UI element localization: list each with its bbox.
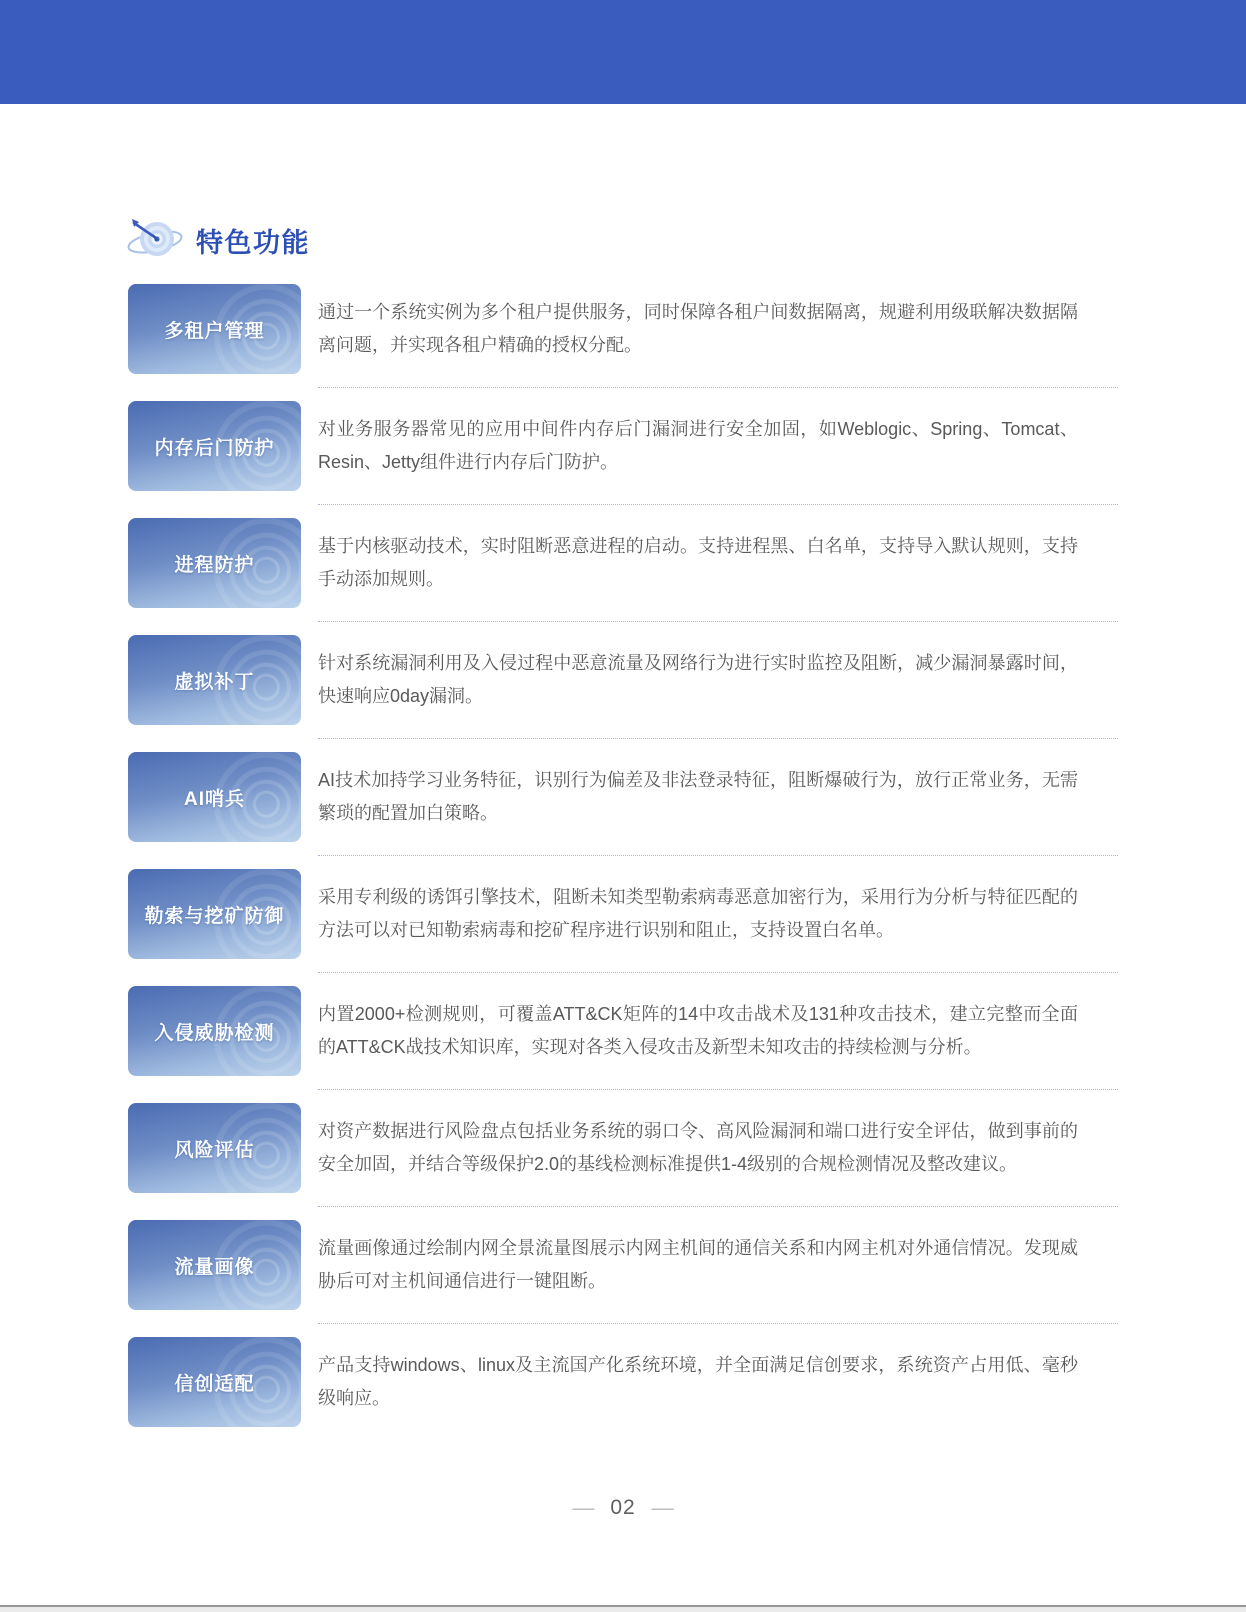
feature-label-card <box>128 752 301 842</box>
row-divider <box>318 504 1118 505</box>
page-header-band <box>0 0 1246 104</box>
feature-row <box>128 1103 1118 1193</box>
feature-label: 信创适配 <box>174 1373 255 1395</box>
feature-description: 对业务服务器常见的应用中间件内存后门漏洞进行安全加固，如Weblogic、Spring、Tomcat、Resin、Jetty组件进行内存后门防护。 <box>318 419 1078 472</box>
feature-label: 进程防护 <box>174 554 255 576</box>
feature-label: 虚拟补丁 <box>174 671 255 693</box>
row-divider <box>318 1089 1118 1090</box>
row-divider <box>318 972 1118 973</box>
feature-label: 风险评估 <box>174 1139 255 1161</box>
feature-row <box>128 1220 1118 1310</box>
page-footer <box>0 1496 1246 1520</box>
feature-description: 基于内核驱动技术，实时阻断恶意进程的启动。支持进程黑、白名单，支持导入默认规则，支持手动添加规则。 <box>318 536 1078 589</box>
feature-label-card <box>128 1337 301 1427</box>
feature-label: 多租户管理 <box>164 320 265 342</box>
page-bottom-edge <box>0 1605 1246 1612</box>
feature-description: 针对系统漏洞利用及入侵过程中恶意流量及网络行为进行实时监控及阻断，减少漏洞暴露时间，快速响应0day漏洞。 <box>318 653 1078 706</box>
feature-row <box>128 752 1118 842</box>
feature-label: AI哨兵 <box>183 788 245 810</box>
section-title: 特色功能 <box>196 227 310 258</box>
feature-row <box>128 1337 1118 1427</box>
feature-label-card <box>128 869 301 959</box>
feature-label-card <box>128 401 301 491</box>
page-number: 02 <box>610 1496 636 1519</box>
feature-label-card <box>128 284 301 374</box>
feature-description: 采用专利级的诱饵引擎技术，阻断未知类型勒索病毒恶意加密行为，采用行为分析与特征匹配的方法可以对已知勒索病毒和挖矿程序进行识别和阻止，支持设置白名单。 <box>318 887 1078 940</box>
row-divider <box>318 1206 1118 1207</box>
dart-target-icon <box>126 215 184 265</box>
feature-description: 产品支持windows、linux及主流国产化系统环境，并全面满足信创要求，系统资产占用低、毫秒级响应。 <box>318 1355 1078 1408</box>
row-divider <box>318 1323 1118 1324</box>
feature-description: 内置2000+检测规则，可覆盖ATT&CK矩阵的14中攻击战术及131种攻击技术，建立完整而全面的ATT&CK战技术知识库，实现对各类入侵攻击及新型未知攻击的持续检测与分析。 <box>318 1004 1078 1057</box>
feature-label: 流量画像 <box>174 1256 255 1278</box>
section-header <box>126 214 1246 266</box>
feature-description: 通过一个系统实例为多个租户提供服务，同时保障各租户间数据隔离，规避利用级联解决数据隔离问题，并实现各租户精确的授权分配。 <box>318 302 1078 355</box>
row-divider <box>318 621 1118 622</box>
feature-label: 内存后门防护 <box>154 437 275 459</box>
footer-dash-left: — <box>572 1495 595 1520</box>
feature-description: 流量画像通过绘制内网全景流量图展示内网主机间的通信关系和内网主机对外通信情况。发现威胁后可对主机间通信进行一键阻断。 <box>318 1238 1078 1291</box>
feature-label: 入侵威胁检测 <box>154 1022 275 1044</box>
feature-row <box>128 284 1118 374</box>
feature-row <box>128 986 1118 1076</box>
feature-row <box>128 518 1118 608</box>
feature-row <box>128 869 1118 959</box>
feature-label: 勒索与挖矿防御 <box>144 905 285 927</box>
feature-description: 对资产数据进行风险盘点包括业务系统的弱口令、高风险漏洞和端口进行安全评估，做到事前的安全加固，并结合等级保护2.0的基线检测标准提供1-4级别的合规检测情况及整改建议。 <box>318 1121 1078 1174</box>
row-divider <box>318 738 1118 739</box>
row-divider <box>318 387 1118 388</box>
feature-list <box>128 284 1118 1427</box>
feature-label-card <box>128 986 301 1076</box>
feature-row <box>128 635 1118 725</box>
feature-label-card <box>128 1103 301 1193</box>
feature-description: AI技术加持学习业务特征，识别行为偏差及非法登录特征，阻断爆破行为，放行正常业务，无需繁琐的配置加白策略。 <box>318 770 1078 823</box>
footer-dash-right: — <box>651 1495 674 1520</box>
feature-label-card <box>128 635 301 725</box>
feature-label-card <box>128 1220 301 1310</box>
feature-label-card <box>128 518 301 608</box>
feature-row <box>128 401 1118 491</box>
row-divider <box>318 855 1118 856</box>
